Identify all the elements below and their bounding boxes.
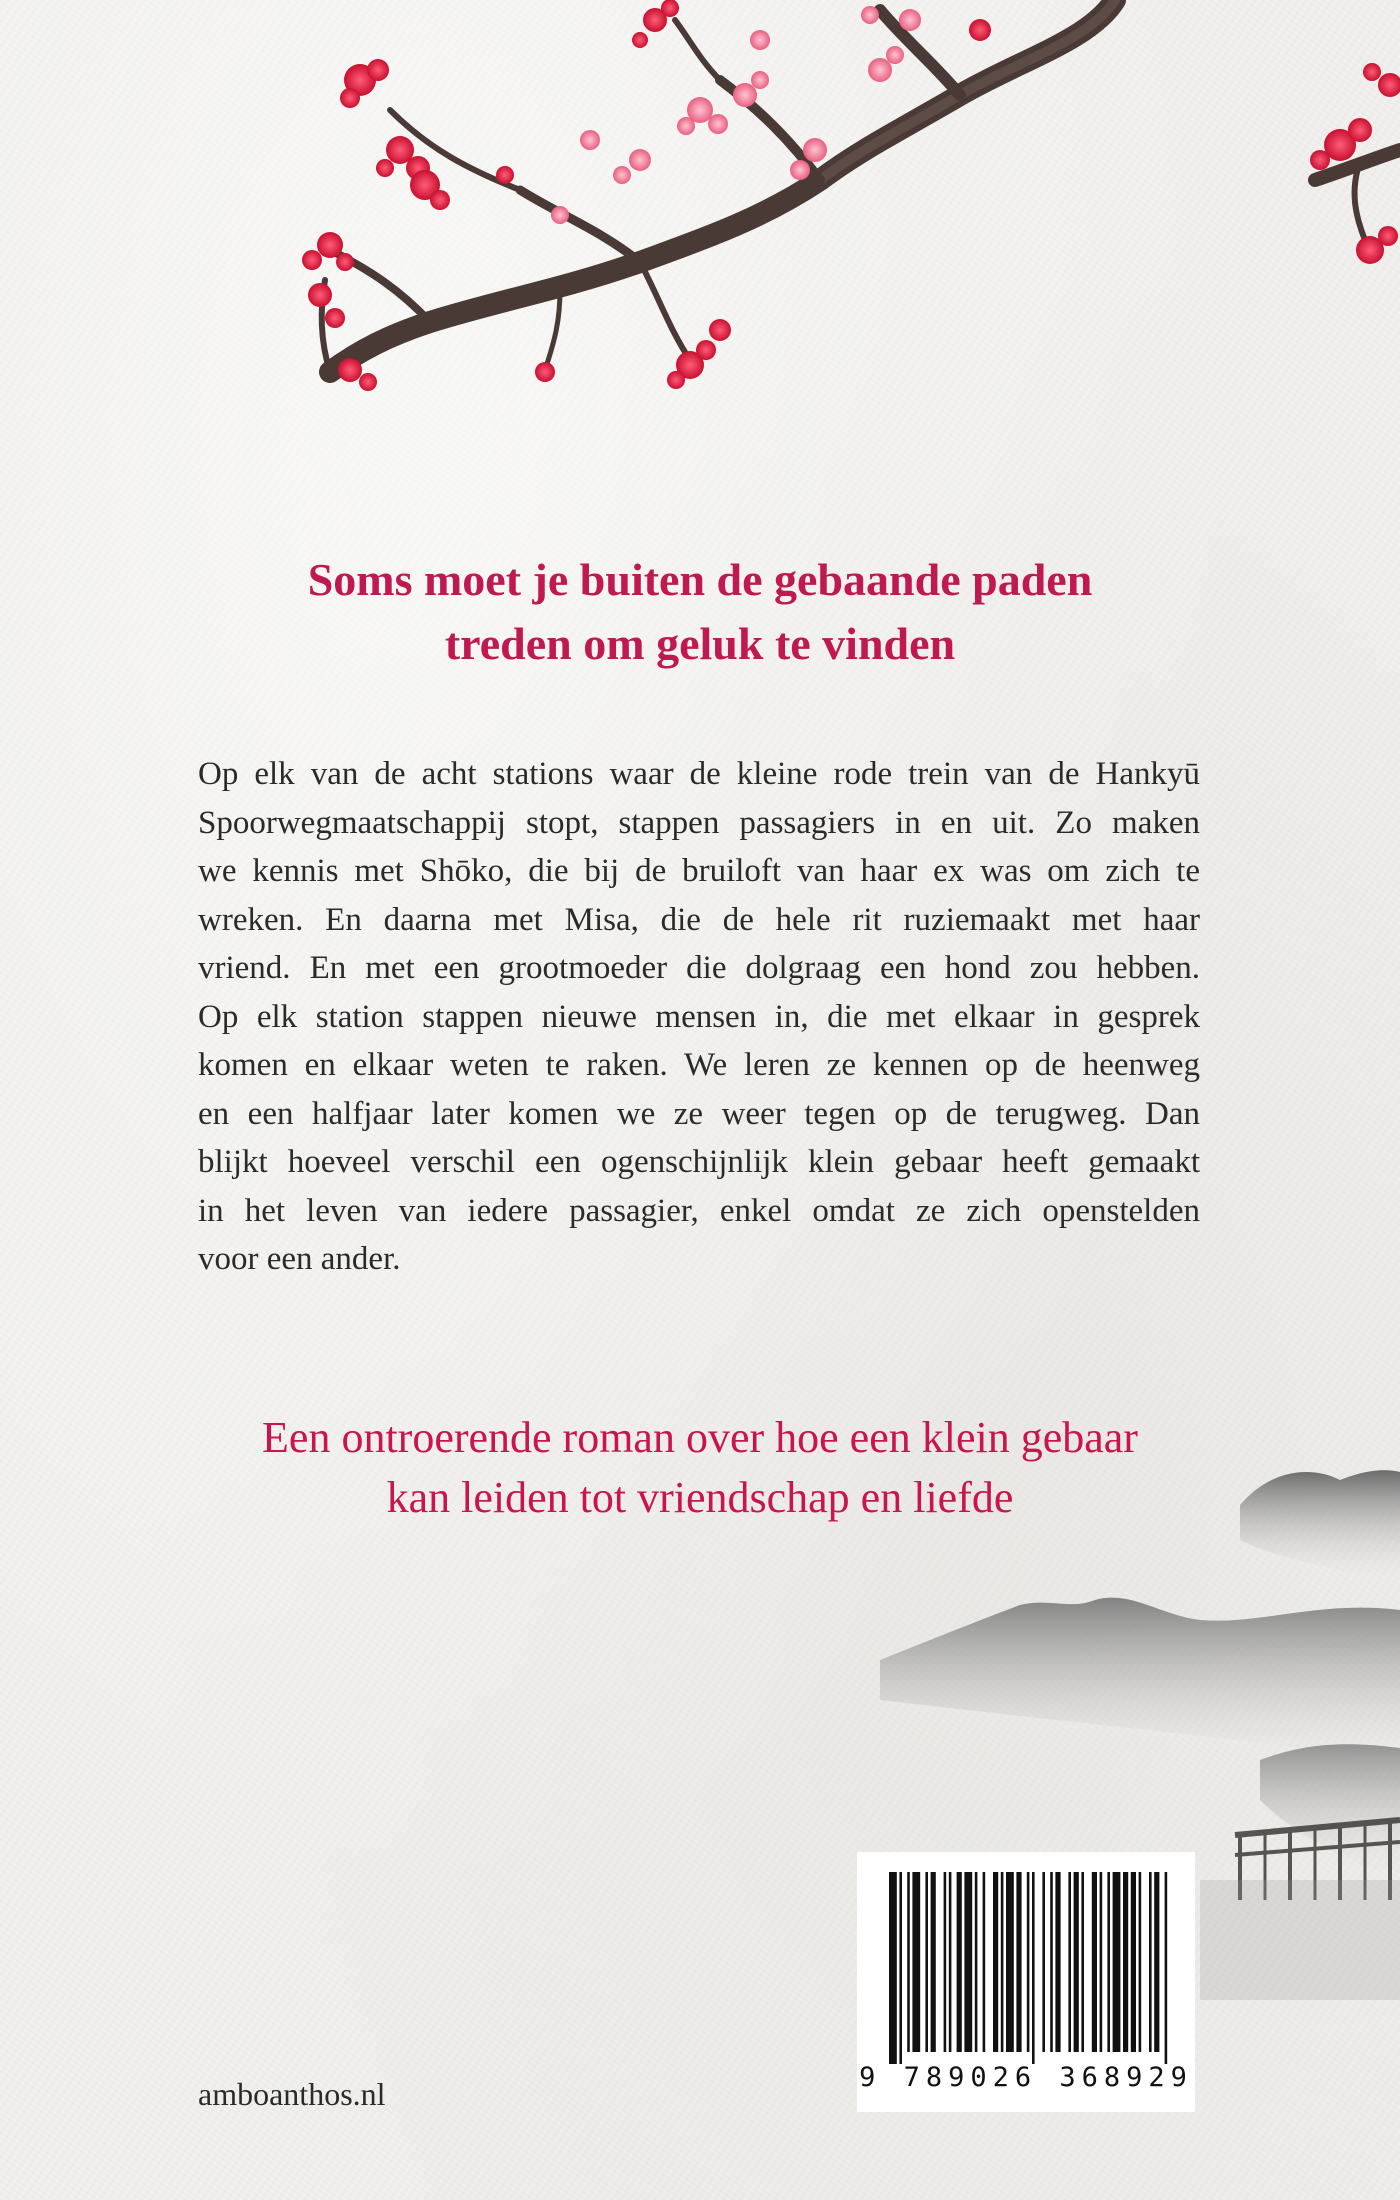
blurb-text <box>198 750 1200 1284</box>
barcode-bar <box>899 1872 902 2064</box>
barcode-bar <box>1123 1872 1128 2052</box>
barcode-bar <box>1006 1872 1014 2052</box>
blurb-line: Op elk station stappen nieuwe mensen in, die met elkaar in gesprek <box>198 998 1200 1035</box>
barcode-bar <box>1107 1872 1110 2052</box>
tagline-top-line: Soms moet je buiten de gebaande paden <box>307 554 1093 605</box>
barcode-bar <box>1165 1872 1168 2064</box>
barcode-bar <box>912 1872 920 2052</box>
barcode-bar <box>1016 1872 1021 2052</box>
blurb-line: vriend. En met een grootmoeder die dolgraag een hond zou hebben. <box>198 950 1200 986</box>
isbn-barcode <box>857 1852 1195 2112</box>
tagline-bottom <box>100 1408 1300 1528</box>
barcode-bar <box>1074 1872 1079 2052</box>
barcode-bar <box>964 1872 972 2052</box>
barcode-bar <box>944 1872 947 2052</box>
barcode-bar <box>993 1872 998 2052</box>
barcode-bar <box>1027 1872 1030 2052</box>
barcode-bar <box>949 1872 952 2052</box>
barcode-bar <box>1001 1872 1004 2052</box>
barcode-bar <box>1139 1872 1142 2052</box>
barcode-icon <box>857 1852 1195 2067</box>
blurb-line: blijkt hoeveel verschil een ogenschijnlijk klein gebaar heeft gemaakt <box>198 1144 1200 1180</box>
tagline-bottom-line: Een ontroerende roman over hoe een klein gebaar <box>262 1413 1138 1462</box>
barcode-bar <box>931 1872 936 2052</box>
barcode-bar <box>1032 1872 1035 2064</box>
isbn-barcode-number: 9 789026 368929 <box>859 2062 1193 2093</box>
publisher-website: amboanthos.nl <box>198 2076 386 2112</box>
blurb-line: en een halfjaar later komen we ze weer tegen op de terugweg. Dan <box>198 1095 1200 1132</box>
barcode-bar <box>957 1872 962 2052</box>
barcode-bar <box>1149 1872 1152 2052</box>
barcode-bar <box>907 1872 910 2052</box>
blurb-line: voor een ander. <box>198 1241 401 1277</box>
blurb-line: in het leven van iedere passagier, enkel omdat ze zich openstelden <box>198 1192 1200 1229</box>
tagline-bottom-line: kan leiden tot vriendschap en liefde <box>386 1473 1014 1522</box>
tagline-top-line: treden om geluk te vinden <box>444 618 956 669</box>
blurb-line: we kennis met Shōko, die bij de bruiloft van haar ex was om zich te <box>198 853 1200 889</box>
barcode-bar <box>1042 1872 1045 2052</box>
barcode-bar <box>889 1872 897 2064</box>
barcode-bar <box>1131 1872 1136 2052</box>
blurb-line: wreken. En daarna met Misa, die de hele rit ruziemaakt met haar <box>198 901 1200 938</box>
blurb-line: Spoorwegmaatschappij stopt, stappen passagiers in en uit. Zo maken <box>198 804 1200 841</box>
barcode-bar <box>1050 1872 1053 2052</box>
blurb-line: komen en elkaar weten te raken. We leren ze kennen op de heenweg <box>198 1047 1200 1083</box>
barcode-bar <box>1100 1872 1103 2052</box>
barcode-bar <box>1092 1872 1097 2052</box>
barcode-bar <box>1068 1872 1071 2052</box>
tagline-top <box>100 548 1300 676</box>
barcode-bar <box>1154 1872 1159 2052</box>
barcode-bar <box>1113 1872 1121 2052</box>
blurb-line: Op elk van de acht stations waar de kleine rode trein van de Hankyū <box>198 756 1200 792</box>
barcode-bar <box>983 1872 986 2052</box>
barcode-bar <box>975 1872 978 2052</box>
barcode-bar <box>925 1872 928 2052</box>
barcode-bar <box>1055 1872 1060 2052</box>
barcode-bar <box>1081 1872 1084 2052</box>
